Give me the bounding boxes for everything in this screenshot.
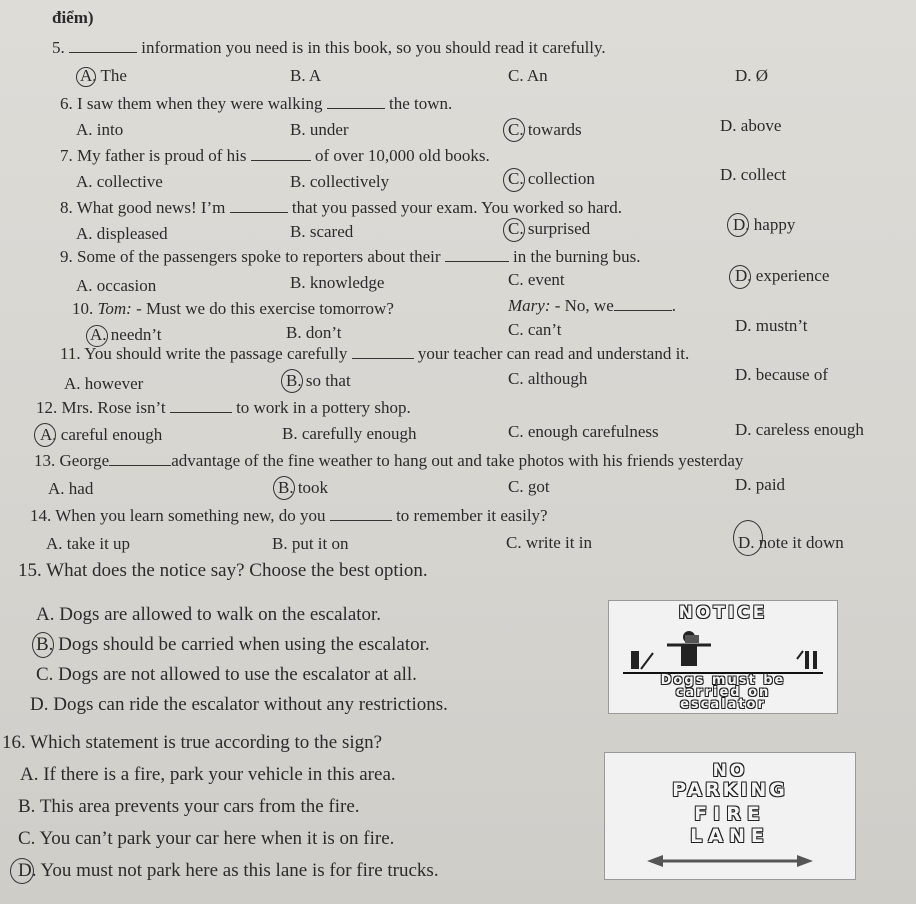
q7-text-pre: 7. My father is proud of his [60,146,247,165]
q5-option-a[interactable]: A. The [80,66,127,85]
q11-text-pre: 11. You should write the passage carefully [60,344,348,363]
q11-option-a[interactable]: A. however [64,374,144,393]
q12-text-post: to work in a pottery shop. [236,398,411,417]
answer-circle [34,423,56,447]
q7-option-b[interactable]: B. collectively [290,172,390,191]
q6-text-post: the town. [388,94,453,113]
q8-option-b[interactable]: B. scared [290,222,354,241]
sign-line-fire: FIRE [694,803,766,825]
q10-option-c[interactable]: C. can’t [508,320,562,339]
q6-option-a[interactable]: A. into [76,120,124,139]
q8-option-c[interactable]: C. surprised [508,219,591,238]
question-14 [30,506,548,526]
q6-option-d[interactable]: D. above [720,116,782,135]
q8-text-pre: 8. What good news! I’m [60,198,226,217]
q10-option-b[interactable]: B. don’t [286,323,342,342]
question-5 [52,38,606,58]
q14-text-post: to remember it easily? [396,506,548,525]
q5-text: information you need is in this book, so you should read it carefully. [141,38,606,57]
sign-line-no: NO [712,761,748,781]
q14-blank [330,508,392,521]
question-7 [60,146,490,166]
q10-mary-text: - No, we [554,296,614,315]
q9-option-c[interactable]: C. event [508,270,565,289]
q13-text-pre: 13. George [34,451,110,470]
question-10 [72,299,394,319]
answer-circle [729,265,751,289]
answer-circle [10,858,34,884]
q13-text-post: advantage of the fine weather to hang out and take photos with his friends yesterday [171,451,744,470]
q8-text-post: that you passed your exam. You worked so hard. [291,198,622,217]
q11-option-b[interactable]: B. so that [286,371,351,390]
q14-option-b[interactable]: B. put it on [272,534,349,553]
sign-line-lane: LANE [690,825,770,847]
q10-tom-label: Tom: [97,299,132,318]
question-6 [60,94,452,114]
q12-option-b[interactable]: B. carefully enough [282,424,417,443]
q13-option-d[interactable]: D. paid [735,475,786,494]
no-parking-sign [604,752,856,880]
q6-option-c[interactable]: C. towards [508,120,582,139]
header-fragment: điểm) [52,8,94,27]
answer-circle [273,476,295,500]
question-8 [60,198,622,218]
q11-text-post: your teacher can read and understand it. [417,344,690,363]
q16-option-a[interactable]: A. If there is a fire, park your vehicle in this area. [20,764,396,785]
double-arrow-icon [645,853,815,869]
q7-blank [251,148,311,161]
answer-circle [32,632,54,658]
q5-option-d[interactable]: D. Ø [735,66,769,85]
answer-circle [281,369,303,393]
q10-tom-text: - Must we do this exercise tomorrow? [136,299,394,318]
answer-circle [503,118,525,142]
q8-option-a[interactable]: A. displeased [76,224,168,243]
question-15: 15. What does the notice say? Choose the best option. [18,560,428,581]
q13-option-c[interactable]: C. got [508,477,550,496]
q13-option-b[interactable]: B. took [278,478,329,497]
q11-blank [352,346,414,359]
q12-blank [170,400,232,413]
question-9 [60,247,641,267]
question-11 [60,344,689,364]
q9-option-d[interactable]: D. experience [735,266,830,285]
q12-option-d[interactable]: D. careless enough [735,420,864,439]
answer-circle [76,67,96,87]
q7-option-a[interactable]: A. collective [76,172,163,191]
q6-blank [327,96,385,109]
question-13 [34,451,743,471]
q5-number: 5. [52,38,65,57]
notice-title: NOTICE [678,603,768,623]
q9-option-a[interactable]: A. occasion [76,276,157,295]
q12-text-pre: 12. Mrs. Rose isn’t [36,398,166,417]
question-16: 16. Which statement is true according to the sign? [2,732,383,753]
q12-option-c[interactable]: C. enough carefulness [508,422,659,441]
q15-option-b[interactable]: B. Dogs should be carried when using the escalator. [36,634,430,655]
answer-circle [503,218,525,242]
q11-option-d[interactable]: D. because of [735,365,828,384]
question-10-reply [508,296,676,316]
q10-number: 10. [72,299,94,318]
q10-blank [614,298,672,311]
q10-end: . [671,296,676,315]
q5-option-b[interactable]: B. A [290,66,322,85]
question-12 [36,398,411,418]
notice-sign [608,600,838,714]
q12-option-a[interactable]: A. careful enough [40,425,163,444]
q9-text-pre: 9. Some of the passengers spoke to reporters about their [60,247,441,266]
q10-mary-label: Mary: [508,296,551,315]
q16-option-c[interactable]: C. You can’t park your car here when it is on fire. [18,828,395,849]
q15-option-a[interactable]: A. Dogs are allowed to walk on the escalator. [36,604,382,625]
q8-option-d[interactable]: D. happy [733,215,796,234]
q14-option-c[interactable]: C. write it in [506,533,592,552]
notice-line-2: carried on [675,685,771,700]
q10-option-d[interactable]: D. mustn’t [735,316,808,335]
q11-option-c[interactable]: C. although [508,369,588,388]
q14-text-pre: 14. When you learn something new, do you [30,506,326,525]
q5-option-c[interactable]: C. An [508,66,548,85]
q13-blank [109,453,171,466]
q7-text-post: of over 10,000 old books. [315,146,490,165]
q15-option-c[interactable]: C. Dogs are not allowed to use the escalator at all. [36,664,417,685]
notice-line-1: Dogs must be [660,673,786,688]
q13-option-a[interactable]: A. had [48,479,94,498]
sign-line-parking: PARKING [672,779,788,801]
q10-option-a[interactable]: A. needn’t [90,325,162,344]
q6-option-b[interactable]: B. under [290,120,349,139]
q9-option-b[interactable]: B. knowledge [290,273,385,292]
q9-text-post: in the burning bus. [513,247,641,266]
q7-option-d[interactable]: D. collect [720,165,787,184]
q14-option-a[interactable]: A. take it up [46,534,131,553]
answer-circle [727,213,749,237]
q16-option-b[interactable]: B. This area prevents your cars from the fire. [18,796,360,817]
q16-option-d[interactable]: D. You must not park here as this lane is for fire trucks. [18,860,439,881]
escalator-person-dog-icon [619,623,827,677]
q8-blank [230,200,288,213]
q5-blank [69,40,137,53]
q14-option-d[interactable]: D. note it down [738,533,844,552]
q15-option-d[interactable]: D. Dogs can ride the escalator without any restrictions. [30,694,448,715]
notice-line-3: escalator [680,697,766,712]
answer-circle [733,520,763,556]
answer-circle [503,168,525,192]
q6-text-pre: 6. I saw them when they were walking [60,94,323,113]
q7-option-c[interactable]: C. collection [508,169,595,188]
q9-blank [445,249,509,262]
